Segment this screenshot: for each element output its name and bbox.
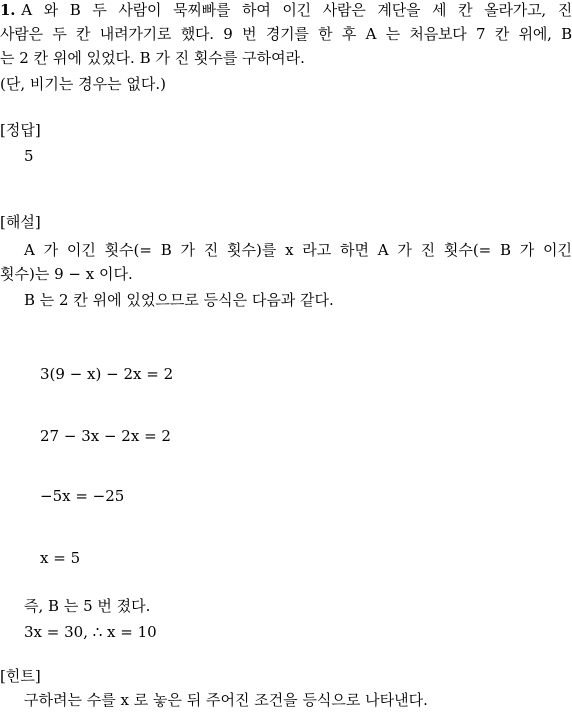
problem-condition: (단, 비기는 경우는 없다.) xyxy=(0,75,166,93)
explanation-line-2: 횟수)는 9 − x 이다. xyxy=(0,265,133,283)
explanation-line-3: B 는 2 칸 위에 있었으므로 등식은 다음과 같다. xyxy=(24,291,334,309)
problem-number: 1. xyxy=(0,1,16,19)
problem-line-2: 사람은 두 칸 내려가기로 했다. 9 번 경기를 한 후 A 는 처음보다 7 칸 위에, B xyxy=(0,25,572,43)
equation-1: 3(9 − x) − 2x = 2 xyxy=(40,365,174,383)
explanation-line-4: 즉, B 는 5 번 졌다. xyxy=(24,597,151,615)
equation-4: x = 5 xyxy=(40,549,81,567)
hint-heading: [힌트] xyxy=(0,667,41,685)
equation-3: −5x = −25 xyxy=(40,487,125,505)
equation-2: 27 − 3x − 2x = 2 xyxy=(40,427,171,445)
problem-text-1: A 와 B 두 사람이 묵찌빠를 하여 이긴 사람은 계단을 세 칸 올라가고, 진 xyxy=(21,1,572,19)
hint-text: 구하려는 수를 x 로 놓은 뒤 주어진 조건을 등식으로 나타낸다. xyxy=(24,691,428,709)
answer-value: 5 xyxy=(24,147,34,165)
explanation-line-1: A 가 이긴 횟수(= B 가 진 횟수)를 x 라고 하면 A 가 진 횟수(= B 가 이긴 xyxy=(24,241,572,259)
answer-heading: [정답] xyxy=(0,121,41,139)
problem-line-1 xyxy=(0,0,572,20)
explanation-line-5: 3x = 30, ∴ x = 10 xyxy=(24,623,157,641)
problem-line-3: 는 2 칸 위에 있었다. B 가 진 횟수를 구하여라. xyxy=(0,49,305,67)
explanation-heading: [해설] xyxy=(0,213,41,231)
